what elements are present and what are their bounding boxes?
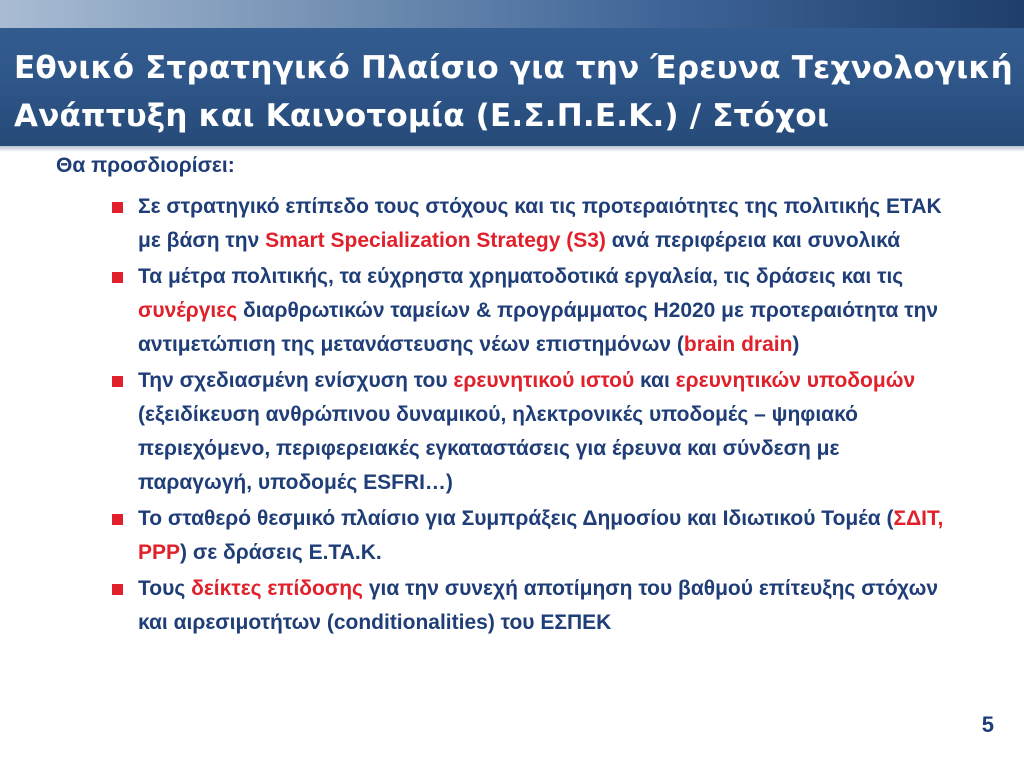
- highlighted-text: Smart Specialization Strategy (S3): [265, 229, 606, 252]
- bullet-text: (εξειδίκευση ανθρώπινου δυναμικού, ηλεκτρονικές υποδομές – ψηφιακό περιεχόμενο, περιφερειακές εγκαταστάσεις για έρευνα και σύνδεση με παραγωγή, υποδομές ESFRI…): [138, 403, 858, 494]
- square-bullet-icon: [112, 272, 123, 283]
- title-banner: [0, 0, 1024, 146]
- square-bullet-icon: [112, 514, 123, 525]
- bullet-text: Την σχεδιασμένη ενίσχυση του: [138, 369, 454, 392]
- bullet-item: [110, 190, 950, 258]
- intro-text: Θα προσδιορίσει:: [56, 154, 235, 177]
- highlighted-text: δείκτες επίδοσης: [191, 577, 363, 600]
- page-number: 5: [981, 712, 994, 737]
- bullet-text: Τα μέτρα πολιτικής, τα εύχρηστα χρηματοδοτικά εργαλεία, τις δράσεις και τις: [138, 265, 904, 288]
- highlighted-text: συνέργιες: [138, 299, 238, 322]
- slide-title-line-1: Εθνικό Στρατηγικό Πλαίσιο για την Έρευνα Τεχνολογική: [14, 50, 1013, 86]
- bullet-text: και: [634, 369, 676, 392]
- highlighted-text: brain drain: [683, 333, 793, 356]
- highlighted-text: ερευνητικών υποδομών: [675, 369, 916, 392]
- bullet-text: Τους: [138, 577, 192, 600]
- slide-title: [14, 44, 1014, 140]
- slide-title-line-2: Ανάπτυξη και Καινοτομία (Ε.Σ.Π.Ε.Κ.) / Στόχοι: [14, 98, 830, 134]
- square-bullet-icon: [112, 584, 123, 595]
- highlighted-text: ΣΔΙΤ, PPP: [138, 507, 944, 564]
- bullet-text: ) σε δράσεις Ε.ΤΑ.Κ.: [180, 541, 382, 564]
- bullet-item: [110, 364, 950, 500]
- bullet-text: διαρθρωτικών ταμείων & προγράμματος Η2020 με προτεραιότητα την αντιμετώπιση της μετανάστευσης νέων επιστημόνων (: [138, 299, 939, 356]
- square-bullet-icon: [112, 202, 123, 213]
- bullet-list: [110, 190, 950, 642]
- title-banner-gradient-strip: [0, 0, 1024, 28]
- bullet-text: ανά περιφέρεια και συνολικά: [605, 229, 901, 252]
- square-bullet-icon: [112, 376, 123, 387]
- bullet-text: ): [792, 333, 800, 356]
- highlighted-text: ερευνητικού ιστού: [453, 369, 635, 392]
- bullet-item: [110, 260, 950, 362]
- bullet-item: [110, 572, 950, 640]
- bullet-text: για την συνεχή αποτίμηση του βαθμού επίτευξης στόχων και αιρεσιμοτήτων (conditionalities) του ΕΣΠΕΚ: [138, 577, 939, 634]
- bullet-text: Σε στρατηγικό επίπεδο τους στόχους και τις προτεραιότητες της πολιτικής ΕΤΑΚ με βάση την: [138, 195, 942, 252]
- bullet-item: [110, 502, 950, 570]
- bullet-text: Το σταθερό θεσμικό πλαίσιο για Συμπράξεις Δημοσίου και Ιδιωτικού Τομέα (: [138, 507, 894, 530]
